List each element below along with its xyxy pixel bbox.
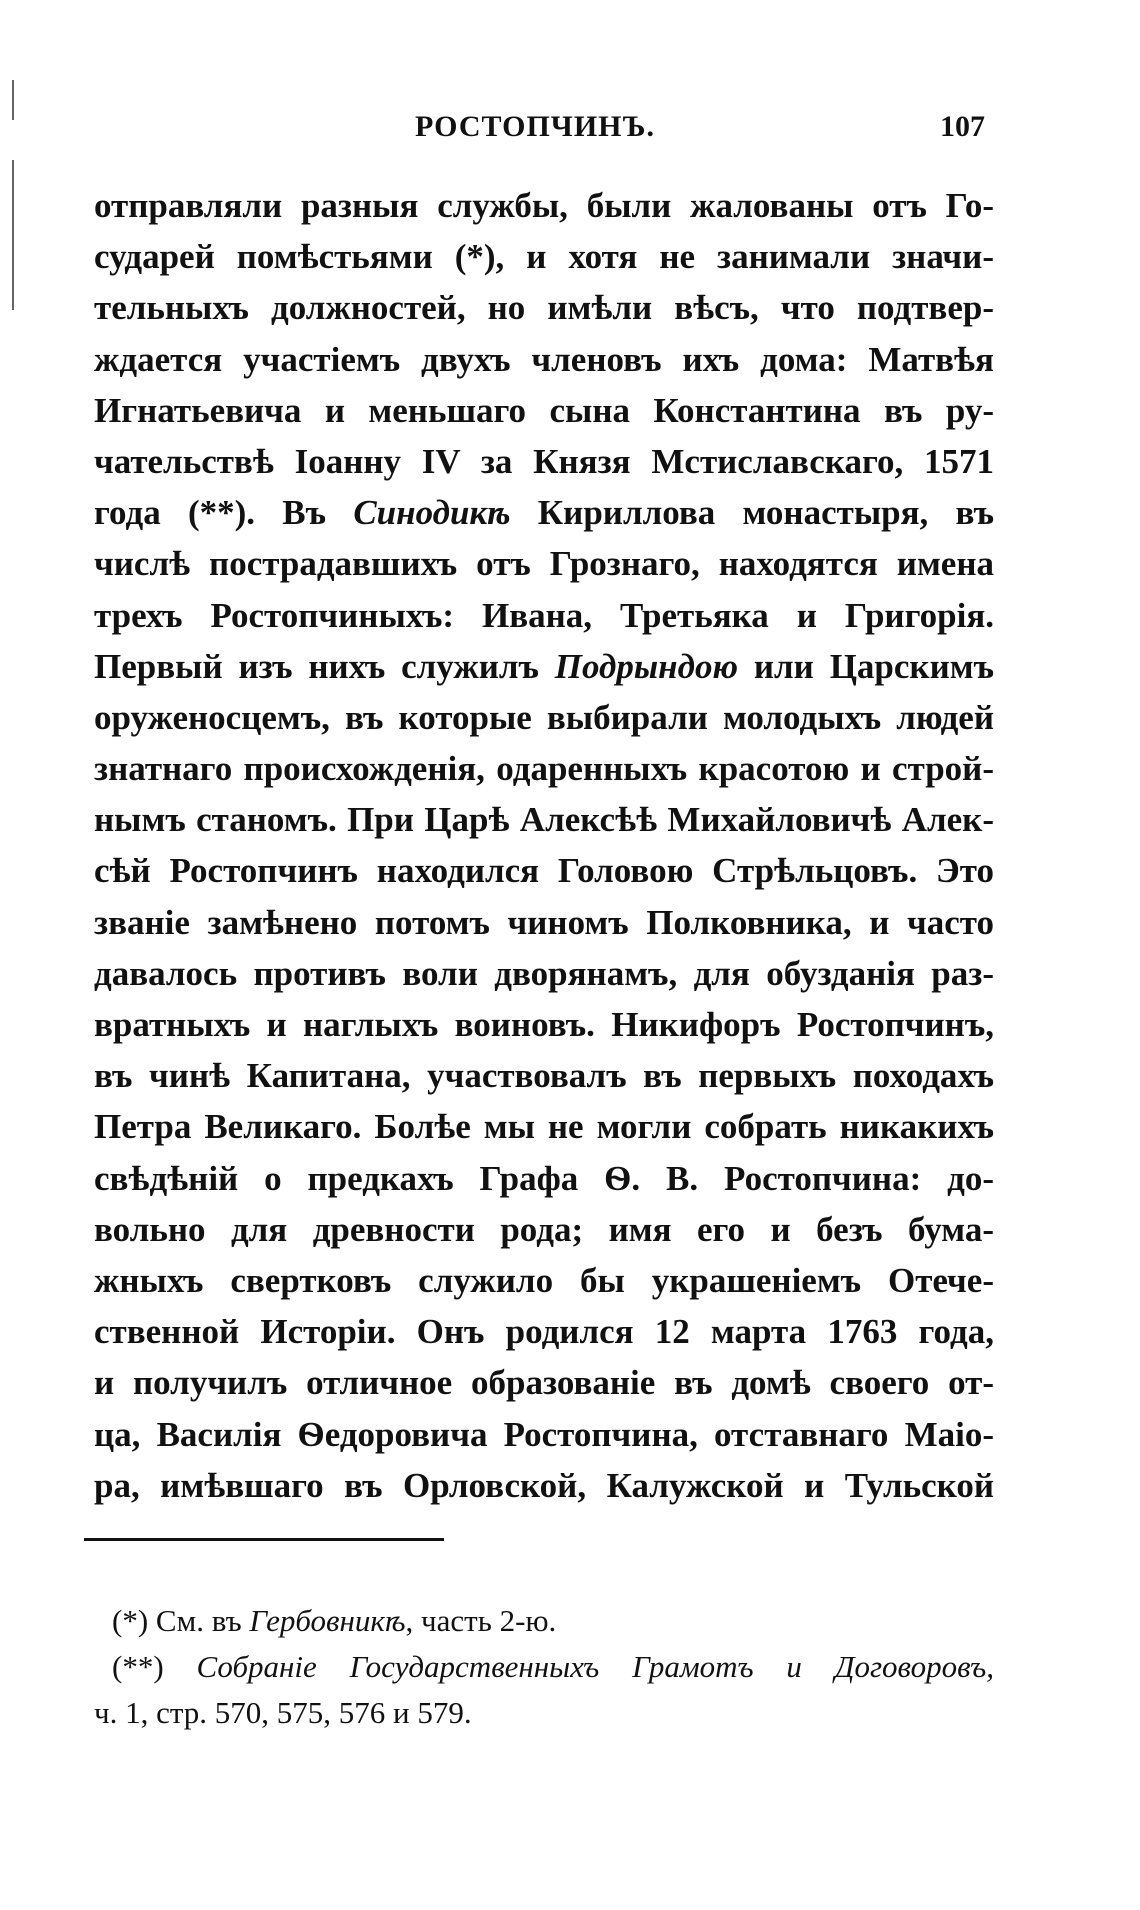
body-text bbox=[94, 180, 994, 1511]
text-line bbox=[94, 1050, 994, 1101]
text-segment: чательствѣ Іоанну IV за Князя Мстиславскаго, 1571 bbox=[94, 441, 994, 481]
text-segment: сѣй Ростопчинъ находился Головою Стрѣльцовъ. Это bbox=[94, 851, 994, 891]
footnotes bbox=[94, 1598, 994, 1736]
page-header bbox=[0, 110, 1140, 150]
text-segment: или Царскимъ bbox=[738, 646, 994, 686]
page-number: 107 bbox=[940, 110, 985, 143]
text-segment: вольно для древности рода; имя его и безъ бума- bbox=[94, 1209, 994, 1249]
text-segment: отправляли разныя службы, были жалованы отъ Го- bbox=[94, 186, 994, 225]
text-line bbox=[94, 641, 994, 692]
footnote-text: , часть 2-ю. bbox=[405, 1603, 557, 1638]
text-line bbox=[94, 1255, 994, 1306]
text-segment: тельныхъ должностей, но имѣли вѣсъ, что подтвер- bbox=[94, 288, 994, 328]
text-line bbox=[94, 538, 994, 589]
text-segment: сударей помѣстьями (*), и хотя не занимали значи- bbox=[94, 237, 994, 277]
text-segment: года (**). Въ bbox=[94, 493, 354, 533]
text-line bbox=[94, 590, 994, 641]
running-head: РОСТОПЧИНЪ. bbox=[415, 110, 655, 143]
text-line bbox=[94, 1357, 994, 1408]
text-segment: нымъ станомъ. При Царѣ Алексѣѣ Михайловичѣ Алек- bbox=[94, 800, 994, 840]
text-segment: званіе замѣнено потомъ чиномъ Полковника, и часто bbox=[94, 902, 994, 942]
footnote-source-title: Собраніе Государственныхъ Грамотъ и Договоровъ, bbox=[163, 1649, 994, 1684]
footnote-2-continuation: ч. 1, стр. 570, 575, 576 и 579. bbox=[94, 1695, 472, 1730]
text-line bbox=[94, 1409, 994, 1460]
text-segment: въ чинѣ Капитана, участвовалъ въ первыхъ походахъ bbox=[94, 1056, 994, 1096]
text-line bbox=[94, 282, 994, 333]
footnote-2 bbox=[94, 1644, 994, 1690]
text-segment: знатнаго происхожденія, одаренныхъ красотою и строй- bbox=[94, 749, 994, 789]
footnote-source-title: Гербовникѣ bbox=[249, 1603, 406, 1638]
text-line bbox=[94, 334, 994, 385]
text-segment: ра, имѣвшаго въ Орловской, Калужской и Тульской bbox=[94, 1465, 994, 1505]
text-segment: ждается участіемъ двухъ членовъ ихъ дома: Матвѣя bbox=[94, 339, 994, 379]
text-segment: жныхъ свертковъ служило бы украшеніемъ Отече- bbox=[94, 1260, 994, 1300]
text-line bbox=[94, 999, 994, 1050]
text-segment: числѣ пострадавшихъ отъ Грознаго, находятся имена bbox=[94, 544, 994, 584]
text-line bbox=[94, 743, 994, 794]
text-segment: ственной Исторіи. Онъ родился 12 марта 1763 года, bbox=[94, 1312, 994, 1352]
footnote-mark: (**) bbox=[112, 1649, 164, 1684]
text-line bbox=[94, 1460, 994, 1511]
footnote-text: См. въ bbox=[148, 1603, 250, 1638]
text-segment: трехъ Ростопчиныхъ: Ивана, Третьяка и Григорія. bbox=[94, 595, 994, 635]
text-segment: Петра Великаго. Болѣе мы не могли собрать никакихъ bbox=[94, 1107, 994, 1147]
text-line bbox=[94, 385, 994, 436]
text-line bbox=[94, 948, 994, 999]
text-line bbox=[94, 1306, 994, 1357]
text-segment: свѣдѣній о предкахъ Графа Ѳ. В. Ростопчина: до- bbox=[94, 1158, 994, 1198]
text-segment: ца, Василія Ѳедоровича Ростопчина, отставнаго Маіо- bbox=[94, 1414, 994, 1454]
text-segment: давалось противъ воли дворянамъ, для обузданія раз- bbox=[94, 953, 994, 993]
text-line bbox=[94, 487, 994, 538]
text-segment: Игнатьевича и меньшаго сына Константина въ ру- bbox=[94, 390, 994, 430]
text-segment: и получилъ отличное образованіе въ домѣ своего от- bbox=[94, 1363, 994, 1403]
text-line bbox=[94, 897, 994, 948]
text-line bbox=[94, 436, 994, 487]
italic-title: Подрындою bbox=[554, 646, 739, 686]
text-line bbox=[94, 231, 994, 282]
text-segment: Кириллова монастыря, въ bbox=[510, 493, 994, 533]
text-line bbox=[94, 1101, 994, 1152]
text-line bbox=[94, 692, 994, 743]
italic-title: Синодикѣ bbox=[353, 493, 511, 533]
footnote-rule bbox=[84, 1538, 444, 1541]
footnote-mark: (*) bbox=[112, 1603, 149, 1638]
text-segment: вратныхъ и наглыхъ воиновъ. Никифоръ Ростопчинъ, bbox=[94, 1005, 994, 1044]
text-segment: Первый изъ нихъ служилъ bbox=[94, 646, 555, 686]
footnote-1 bbox=[94, 1598, 994, 1644]
text-line bbox=[94, 180, 994, 231]
text-line bbox=[94, 1204, 994, 1255]
text-line bbox=[94, 1153, 994, 1204]
text-segment: оруженосцемъ, въ которые выбирали молодыхъ людей bbox=[94, 697, 994, 737]
text-line bbox=[94, 845, 994, 896]
text-line bbox=[94, 794, 994, 845]
scan-margin-mark bbox=[12, 160, 14, 310]
